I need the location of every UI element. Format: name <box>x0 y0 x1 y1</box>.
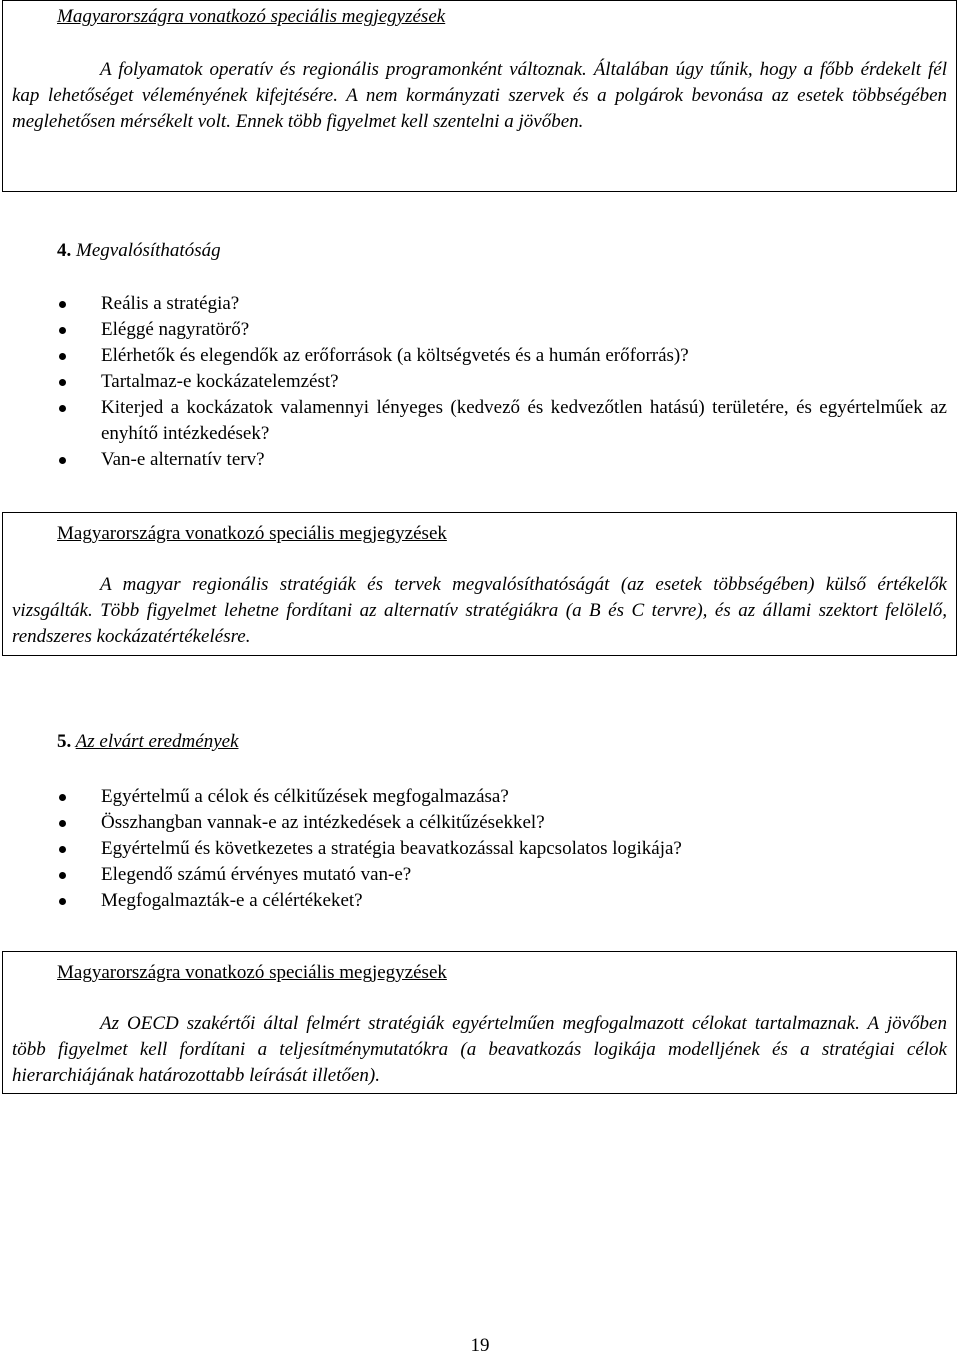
section-4-list <box>57 291 947 473</box>
bullet-icon <box>59 794 66 801</box>
bullet-icon <box>59 872 66 879</box>
page-number: 19 <box>470 1335 490 1356</box>
note-text-3 <box>12 1011 947 1089</box>
bullet-icon <box>59 353 66 360</box>
list-item: Kiterjed a kockázatok valamennyi lényeges (kedvező és kedvezőtlen hatású) területére, és egyértelműek az enyhítő intézkedések? <box>57 395 947 447</box>
note-heading-2: Magyarországra vonatkozó speciális megjegyzések <box>57 523 447 544</box>
list-item: Összhangban vannak-e az intézkedések a célkitűzésekkel? <box>57 810 947 836</box>
note-text-2-content: A magyar regionális stratégiák és tervek megvalósíthatóságát (az esetek többségében) külső értékelők vizsgálták. Több figyelmet lehetne fordítani az alternatív stratégiákra (a B és C tervre), és az állami szektort felölelő, rendszeres kockázatértékelésre. <box>12 574 947 647</box>
bullet-icon <box>59 301 66 308</box>
section-4-label: Megvalósíthatóság <box>76 240 221 261</box>
list-item: Van-e alternatív terv? <box>57 447 947 473</box>
list-item: Egyértelmű és következetes a stratégia beavatkozással kapcsolatos logikája? <box>57 836 947 862</box>
bullet-icon <box>59 457 66 464</box>
section-4-title <box>57 240 221 262</box>
list-item: Tartalmaz-e kockázatelemzést? <box>57 369 947 395</box>
list-item: Reális a stratégia? <box>57 291 947 317</box>
note-text-1 <box>12 57 947 135</box>
list-item: Eléggé nagyratörő? <box>57 317 947 343</box>
note-heading-3: Magyarországra vonatkozó speciális megjegyzések <box>57 962 447 983</box>
note-text-1-content: A folyamatok operatív és regionális programonként változnak. Általában úgy tűnik, hogy a főbb érdekelt fél kap lehetőséget véleményének kifejtésére. A nem kormányzati szervek és a polgárok bevonása az esetek többségében meglehetősen mérsékelt volt. Ennek több figyelmet kell szentelni a jövőben. <box>12 59 947 132</box>
bullet-icon <box>59 820 66 827</box>
list-item: Elérhetők és elegendők az erőforrások (a költségvetés és a humán erőforrás)? <box>57 343 947 369</box>
section-5-list <box>57 784 947 914</box>
bullet-icon <box>59 327 66 334</box>
section-5-label: Az elvárt eredmények <box>75 731 239 752</box>
bullet-icon <box>59 379 66 386</box>
note-text-2 <box>12 572 947 650</box>
bullet-icon <box>59 846 66 853</box>
list-item: Elegendő számú érvényes mutató van-e? <box>57 862 947 888</box>
list-item: Egyértelmű a célok és célkitűzések megfogalmazása? <box>57 784 947 810</box>
note-heading-1: Magyarországra vonatkozó speciális megjegyzések <box>57 6 446 27</box>
section-5-title <box>57 731 239 753</box>
bullet-icon <box>59 405 66 412</box>
note-text-3-content: Az OECD szakértői által felmért stratégiák egyértelműen megfogalmazott célokat tartalmaznak. A jövőben több figyelmet kell fordítani a teljesítménymutatókra (a beavatkozás logikája modelljének és a stratégiai célok hierarchiájának határozottabb leírását illetően). <box>12 1013 947 1086</box>
bullet-icon <box>59 898 66 905</box>
section-5-number: 5. <box>57 731 72 752</box>
section-4-number: 4. <box>57 240 72 261</box>
list-item: Megfogalmazták-e a célértékeket? <box>57 888 947 914</box>
